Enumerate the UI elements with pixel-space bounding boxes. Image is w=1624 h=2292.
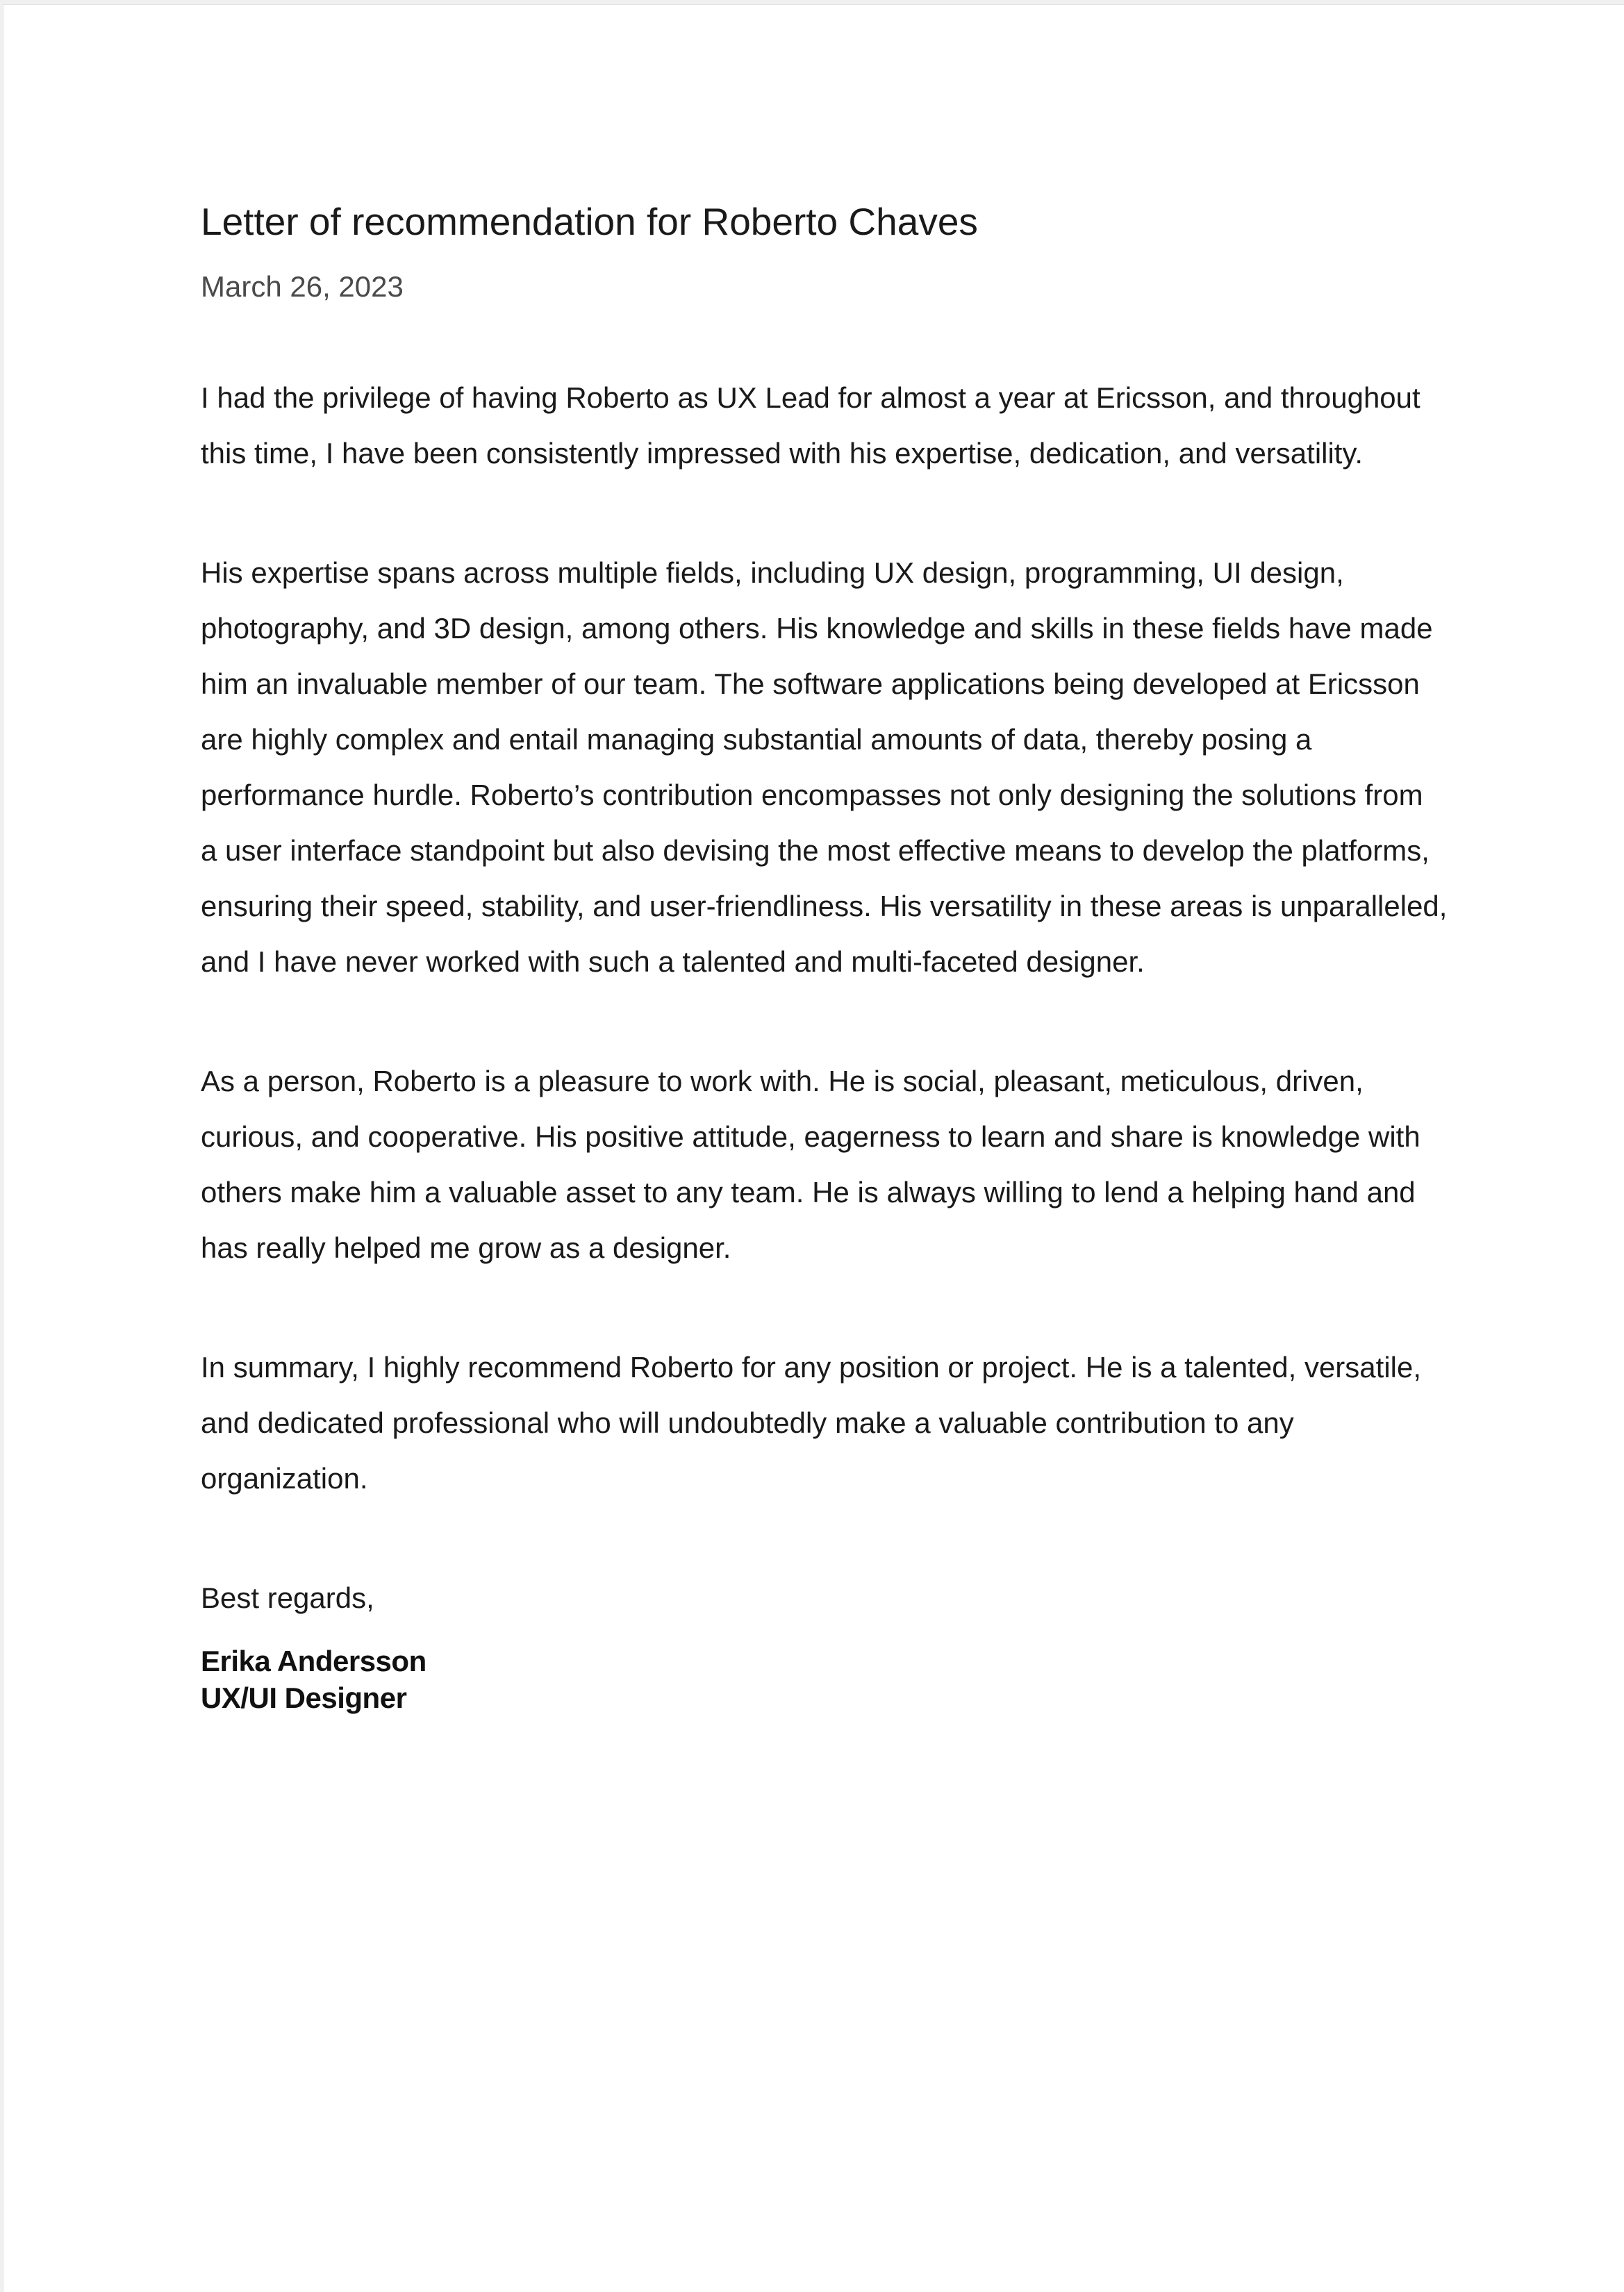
paragraph-line: and I have never worked with such a talented and multi-faceted designer. [201, 945, 1145, 978]
letter-content [3, 5, 1624, 1716]
paragraph-line: this time, I have been consistently impressed with his expertise, dedication, and versatility. [201, 437, 1364, 470]
paragraph-line: are highly complex and entail managing substantial amounts of data, thereby posing a [201, 723, 1312, 756]
paragraph-line: As a person, Roberto is a pleasure to work with. He is social, pleasant, meticulous, driven, [201, 1065, 1364, 1097]
letter-body [201, 370, 1448, 1506]
paragraph-line: curious, and cooperative. His positive attitude, eagerness to learn and share is knowledge with [201, 1120, 1420, 1153]
paragraph-line: performance hurdle. Roberto’s contribution encompasses not only designing the solutions from [201, 779, 1423, 811]
paragraph [201, 1340, 1427, 1506]
signature-block [201, 1643, 1427, 1716]
letter-closing: Best regards, [201, 1581, 374, 1614]
paragraph-line: ensuring their speed, stability, and user-friendliness. His versatility in these areas is unparalleled, [201, 890, 1448, 922]
paragraph-line: him an invaluable member of our team. The software applications being developed at Ericsson [201, 667, 1420, 700]
paragraph-line: others make him a valuable asset to any team. He is always willing to lend a helping hand and [201, 1176, 1416, 1209]
paragraph-line: I had the privilege of having Roberto as UX Lead for almost a year at Ericsson, and throughout [201, 381, 1420, 414]
paragraph-line: organization. [201, 1462, 368, 1495]
paragraph-line: His expertise spans across multiple fields, including UX design, programming, UI design, [201, 556, 1344, 589]
signature-name: Erika Andersson [201, 1645, 426, 1677]
paragraph-line: a user interface standpoint but also devising the most effective means to develop the platforms, [201, 834, 1430, 867]
paragraph-line: and dedicated professional who will undoubtedly make a valuable contribution to any [201, 1406, 1294, 1439]
paragraph [201, 370, 1427, 481]
signature-role: UX/UI Designer [201, 1681, 407, 1714]
letter-date: March 26, 2023 [201, 270, 404, 303]
paragraph-line: has really helped me grow as a designer. [201, 1231, 731, 1264]
paragraph-line: In summary, I highly recommend Roberto for any position or project. He is a talented, versatile, [201, 1351, 1422, 1384]
paragraph [201, 545, 1448, 990]
paragraph [201, 1054, 1427, 1276]
document-page [3, 4, 1624, 2292]
page-title: Letter of recommendation for Roberto Chaves [201, 200, 978, 243]
paragraph-line: photography, and 3D design, among others. His knowledge and skills in these fields have made [201, 612, 1433, 645]
